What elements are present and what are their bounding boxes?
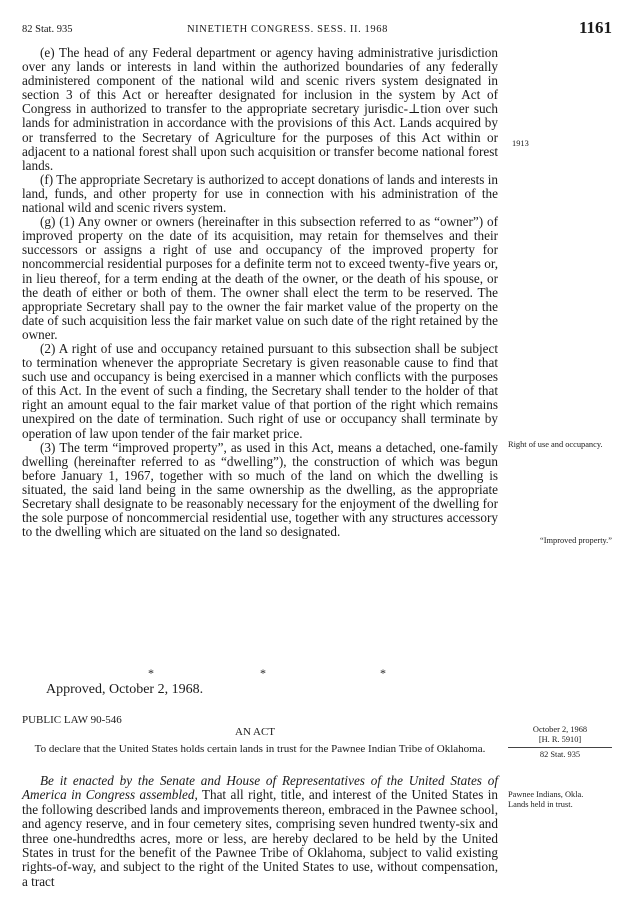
star: *	[380, 666, 386, 680]
body-text	[22, 46, 498, 539]
public-law-number: PUBLIC LAW 90-546	[22, 714, 122, 726]
page-header	[22, 18, 612, 40]
star: *	[260, 666, 266, 680]
margin-date: October 2, 1968	[532, 725, 588, 734]
margin-note-pawnee	[508, 790, 612, 809]
margin-stat: 82 Stat. 935	[508, 747, 612, 760]
paragraph-g3: (3) The term “improved property”, as used in this Act, means a detached, one-family dwelling (hereinafter referred to as “dwelling”), the construction of which was begun before January 1, 1967, together with so much of the land on which the dwelling is situated, the said land being in the same ownership as the dwelling, as the appropriate Secretary shall designate to be reasonably necessary for the enjoyment of the dwelling for the sole purpose of noncommercial residential use, together with any structures accessory to the dwelling which are situated on the land so designated.	[22, 439, 498, 540]
star: *	[148, 666, 154, 680]
page-number: 1161	[578, 18, 612, 37]
paragraph-e: (e) The head of any Federal department or agency having administrative jurisdiction over any lands or interests in land within the authorized boundaries of any federally administered component of the national wild and scenic rivers system designated in section 3 of this Act or hereafter designated for inclusion in the system by Act of Congress in authorized to transfer to the appropriate secretary jurisdic-⊥tion over such lands for administration in accordance with the provisions of this Act. Lands acquired by or transferred to the Secretary of Agriculture for the purposes of this Act within or adjacent to a national forest shall upon such acquisition or transfer become national forest lands.	[22, 45, 498, 173]
paragraph-g2: (2) A right of use and occupancy retained pursuant to this subsection shall be subject to termination whenever the appropriate Secretary is given reasonable cause to find that such use and occupancy is being exercised in a manner which conflicts with the purposes of this Act. In the event of such a finding, the Secretary shall tender to the holder of that right an amount equal to the fair market value of that portion of the right which remains unexpired on the date of termination. Such right of use or occupancy shall terminate by operation of law upon tender of the fair market price.	[22, 340, 498, 441]
margin-note-right-of-use: Right of use and occupancy.	[508, 440, 603, 449]
paragraph-f: (f) The appropriate Secretary is authorized to accept donations of lands and interests in land, funds, and other property for use in connection with his administration of the national wild and scenic rivers system.	[22, 171, 498, 216]
margin-pawnee: Pawnee Indians, Okla.	[508, 790, 584, 799]
enacting-clause	[22, 774, 498, 889]
paragraph-g1: (g) (1) Any owner or owners (hereinafter in this subsection referred to as “owner”) of improved property on the date of its acquisition, may retain for themselves and their successors or assigns a right of use and occupancy of the improved property for noncommercial residential purposes for a definite term not to exceed twenty-five years or, in lieu thereof, for a term ending at the death of the owner, or the death of his spouse, or the death of either or both of them. The owner shall elect the term to be reserved. The appropriate Secretary shall pay to the owner the fair market value of the property on the date of such acquisition less the fair market value on such date of the right retained by the owner.	[22, 214, 498, 342]
stat-citation: 82 Stat. 935	[22, 24, 73, 35]
margin-note-date-block	[508, 725, 612, 760]
an-act-heading: AN ACT	[235, 726, 276, 738]
margin-page-ref: 1913	[512, 139, 529, 148]
act-title: To declare that the United States holds certain lands in trust for the Pawnee Indian Tribe of Oklahoma.	[34, 743, 486, 755]
margin-lands-trust: Lands held in trust.	[508, 799, 573, 809]
margin-bill: [H. R. 5910]	[538, 734, 582, 744]
margin-note-improved-property: “Improved property.”	[539, 536, 612, 545]
enacting-paragraph	[22, 774, 498, 889]
running-head: NINETIETH CONGRESS. SESS. II. 1968	[187, 24, 388, 35]
enacting-body: That all right, title, and interest of the United States in the following described lands and improvements thereon, embraced in the Pawnee school, and agency reserve, and in four cemetery sites, comprising seven hundred twenty-six and three one-hundredths acres, more or less, are hereby declared to be held by the United States in trust for the benefit of the Pawnee Tribe of Oklahoma, subject to valid existing rights-of-way, and subject to the right of the United States to use, without compensation, a tract	[22, 787, 498, 889]
approval-line: Approved, October 2, 1968.	[46, 682, 204, 697]
enacting-formula: Be it enacted by the Senate and House of Representatives of the United States of America in Congress assembled,	[22, 773, 498, 803]
